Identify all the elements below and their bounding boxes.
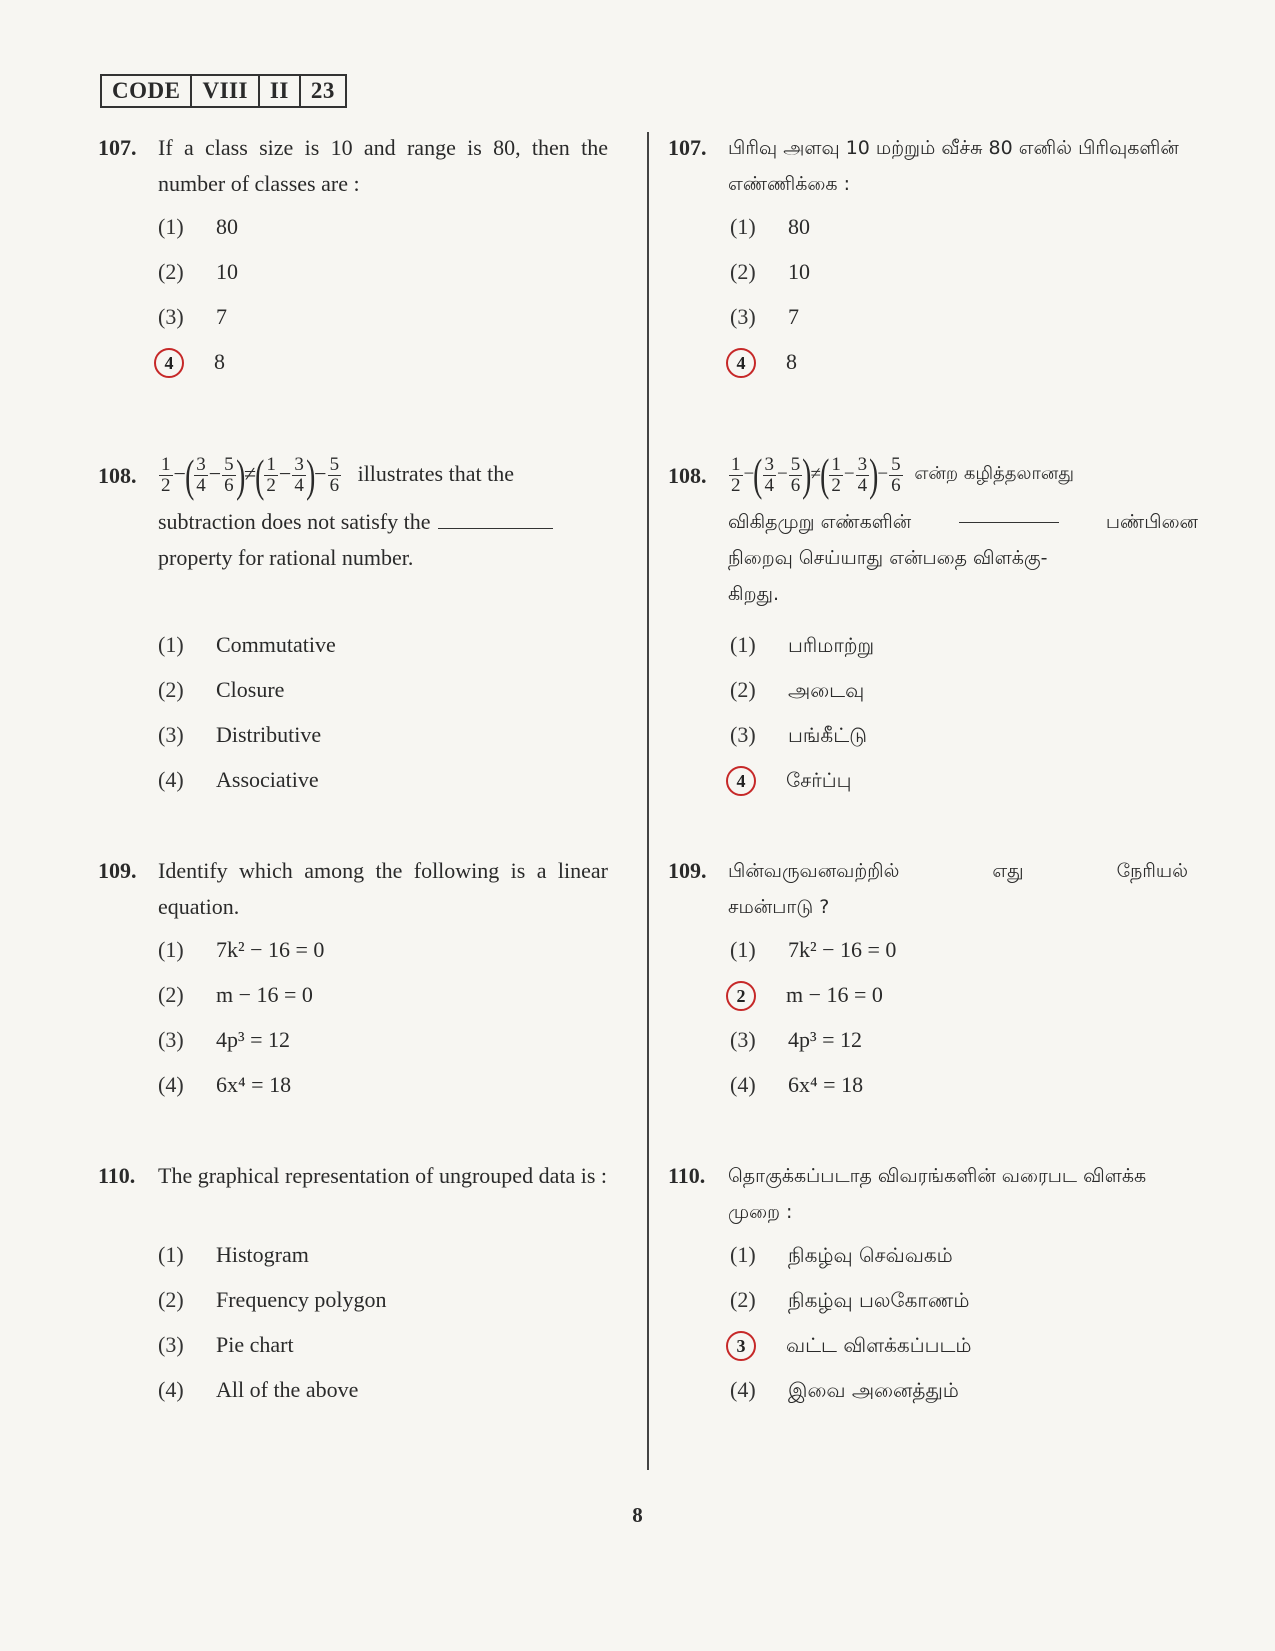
option-1[interactable]: (1) 80 xyxy=(158,214,238,239)
question-text: The graphical representation of ungrouped data is : xyxy=(158,1163,608,1188)
question-108-ta xyxy=(668,449,1198,612)
question-number: 109. xyxy=(668,858,707,883)
question-text: பிரிவு அளவு 10 மற்றும் வீச்சு 80 எனில் பிரிவுகளின் எண்ணிக்கை : xyxy=(728,137,1179,195)
option-4-marked[interactable]: 4 சேர்ப்பு xyxy=(730,765,852,795)
option-4[interactable]: (4) 6x⁴ = 18 xyxy=(730,1072,864,1097)
option-1[interactable]: (1) 7k² − 16 = 0 xyxy=(158,937,325,962)
question-107-ta xyxy=(668,130,1188,202)
option-2[interactable]: (2) அடைவு xyxy=(730,677,865,702)
option-1[interactable]: (1) Histogram xyxy=(158,1242,309,1267)
code-cell-paper: II xyxy=(260,76,301,106)
option-3[interactable]: (3) Pie chart xyxy=(158,1332,294,1357)
question-number: 108. xyxy=(668,463,707,488)
option-3[interactable]: (3) 4p³ = 12 xyxy=(158,1027,291,1052)
option-1[interactable]: (1) Commutative xyxy=(158,632,336,657)
question-109-ta xyxy=(668,853,1188,925)
option-3[interactable]: (3) 7 xyxy=(158,304,227,329)
option-4[interactable]: (4) Associative xyxy=(158,767,319,792)
question-text-part-c: நேரியல் xyxy=(1116,860,1188,882)
question-number: 107. xyxy=(98,135,137,160)
question-expression: $\frac{1}{2}$ −( $\frac{3}{4}$ − $\frac{5}{6}$ )≠( $\frac{1}{2}$ − $\frac{3}{4}$ )− $\frac{5}{6}$ என்ற கழித்தலானது xyxy=(731,449,1074,500)
question-110-ta xyxy=(668,1158,1188,1230)
fill-blank xyxy=(438,510,553,529)
option-4[interactable]: (4) All of the above xyxy=(158,1377,359,1402)
option-4[interactable]: (4) 6x⁴ = 18 xyxy=(158,1072,292,1097)
option-3-marked[interactable]: 3 வட்ட விளக்கப்படம் xyxy=(730,1330,972,1360)
question-text: If a class size is 10 and range is 80, then the number of classes are : xyxy=(158,135,608,196)
question-text-line2: சமன்பாடு ? xyxy=(728,896,830,918)
option-1[interactable]: (1) 80 xyxy=(730,214,810,239)
option-1[interactable]: (1) பரிமாற்று xyxy=(730,632,875,657)
option-2[interactable]: (2) நிகழ்வு பலகோணம் xyxy=(730,1287,970,1312)
question-text-line3: property for rational number. xyxy=(158,545,414,570)
code-cell-code: CODE xyxy=(102,76,192,106)
question-number: 109. xyxy=(98,858,137,883)
question-text-line2-end: பண்பினை xyxy=(1105,511,1198,533)
option-4-marked[interactable]: 4 8 xyxy=(730,347,797,377)
option-3[interactable]: (3) 7 xyxy=(730,304,799,329)
option-1[interactable]: (1) நிகழ்வு செவ்வகம் xyxy=(730,1242,953,1267)
question-text: தொகுக்கப்படாத விவரங்களின் வரைபட விளக்க முறை : xyxy=(728,1165,1147,1223)
answer-mark: 4 xyxy=(726,766,756,796)
option-3[interactable]: (3) பங்கீட்டு xyxy=(730,722,867,747)
option-2-marked[interactable]: 2 m − 16 = 0 xyxy=(730,980,883,1010)
question-number: 110. xyxy=(98,1163,136,1188)
question-text-part-a: பின்வருவனவற்றில் xyxy=(728,860,900,882)
question-text-part-b: எது xyxy=(992,860,1024,882)
page-number: 8 xyxy=(632,1503,643,1527)
option-3[interactable]: (3) 4p³ = 12 xyxy=(730,1027,863,1052)
option-4-marked[interactable]: 4 8 xyxy=(158,347,225,377)
column-divider xyxy=(647,132,649,1470)
answer-mark: 3 xyxy=(726,1331,756,1361)
question-number: 107. xyxy=(668,135,707,160)
question-text-line4: கிறது. xyxy=(728,583,780,605)
answer-mark: 2 xyxy=(726,981,756,1011)
option-2[interactable]: (2) 10 xyxy=(158,259,238,284)
option-1[interactable]: (1) 7k² − 16 = 0 xyxy=(730,937,897,962)
option-2[interactable]: (2) Frequency polygon xyxy=(158,1287,387,1312)
option-3[interactable]: (3) Distributive xyxy=(158,722,322,747)
question-110-en xyxy=(98,1158,608,1194)
question-text-line2: subtraction does not satisfy the xyxy=(158,509,431,534)
code-cell-class: VIII xyxy=(192,76,259,106)
option-2[interactable]: (2) Closure xyxy=(158,677,285,702)
question-text: Identify which among the following is a linear equation. xyxy=(158,858,608,919)
answer-mark: 4 xyxy=(726,348,756,378)
question-109-en xyxy=(98,853,608,925)
option-2[interactable]: (2) 10 xyxy=(730,259,810,284)
answer-mark: 4 xyxy=(154,348,184,378)
question-number: 110. xyxy=(668,1163,706,1188)
question-text-line2-start: விகிதமுறு எண்களின் xyxy=(728,511,912,533)
option-4[interactable]: (4) இவை அனைத்தும் xyxy=(730,1377,959,1402)
question-number: 108. xyxy=(98,463,137,488)
question-text-line3: நிறைவு செய்யாது என்பதை விளக்கு- xyxy=(728,547,1048,569)
question-expression: $\frac{1}{2}$ −( $\frac{3}{4}$ − $\frac{5}{6}$ )≠( $\frac{1}{2}$ − $\frac{3}{4}$ )− $\frac{5}{6}$ illustrates that the xyxy=(161,449,514,501)
question-107-en xyxy=(98,130,608,202)
code-cell-year: 23 xyxy=(310,78,335,103)
question-108-en xyxy=(98,449,608,576)
option-2[interactable]: (2) m − 16 = 0 xyxy=(158,982,313,1007)
fill-blank xyxy=(959,504,1059,523)
code-box xyxy=(100,74,347,108)
